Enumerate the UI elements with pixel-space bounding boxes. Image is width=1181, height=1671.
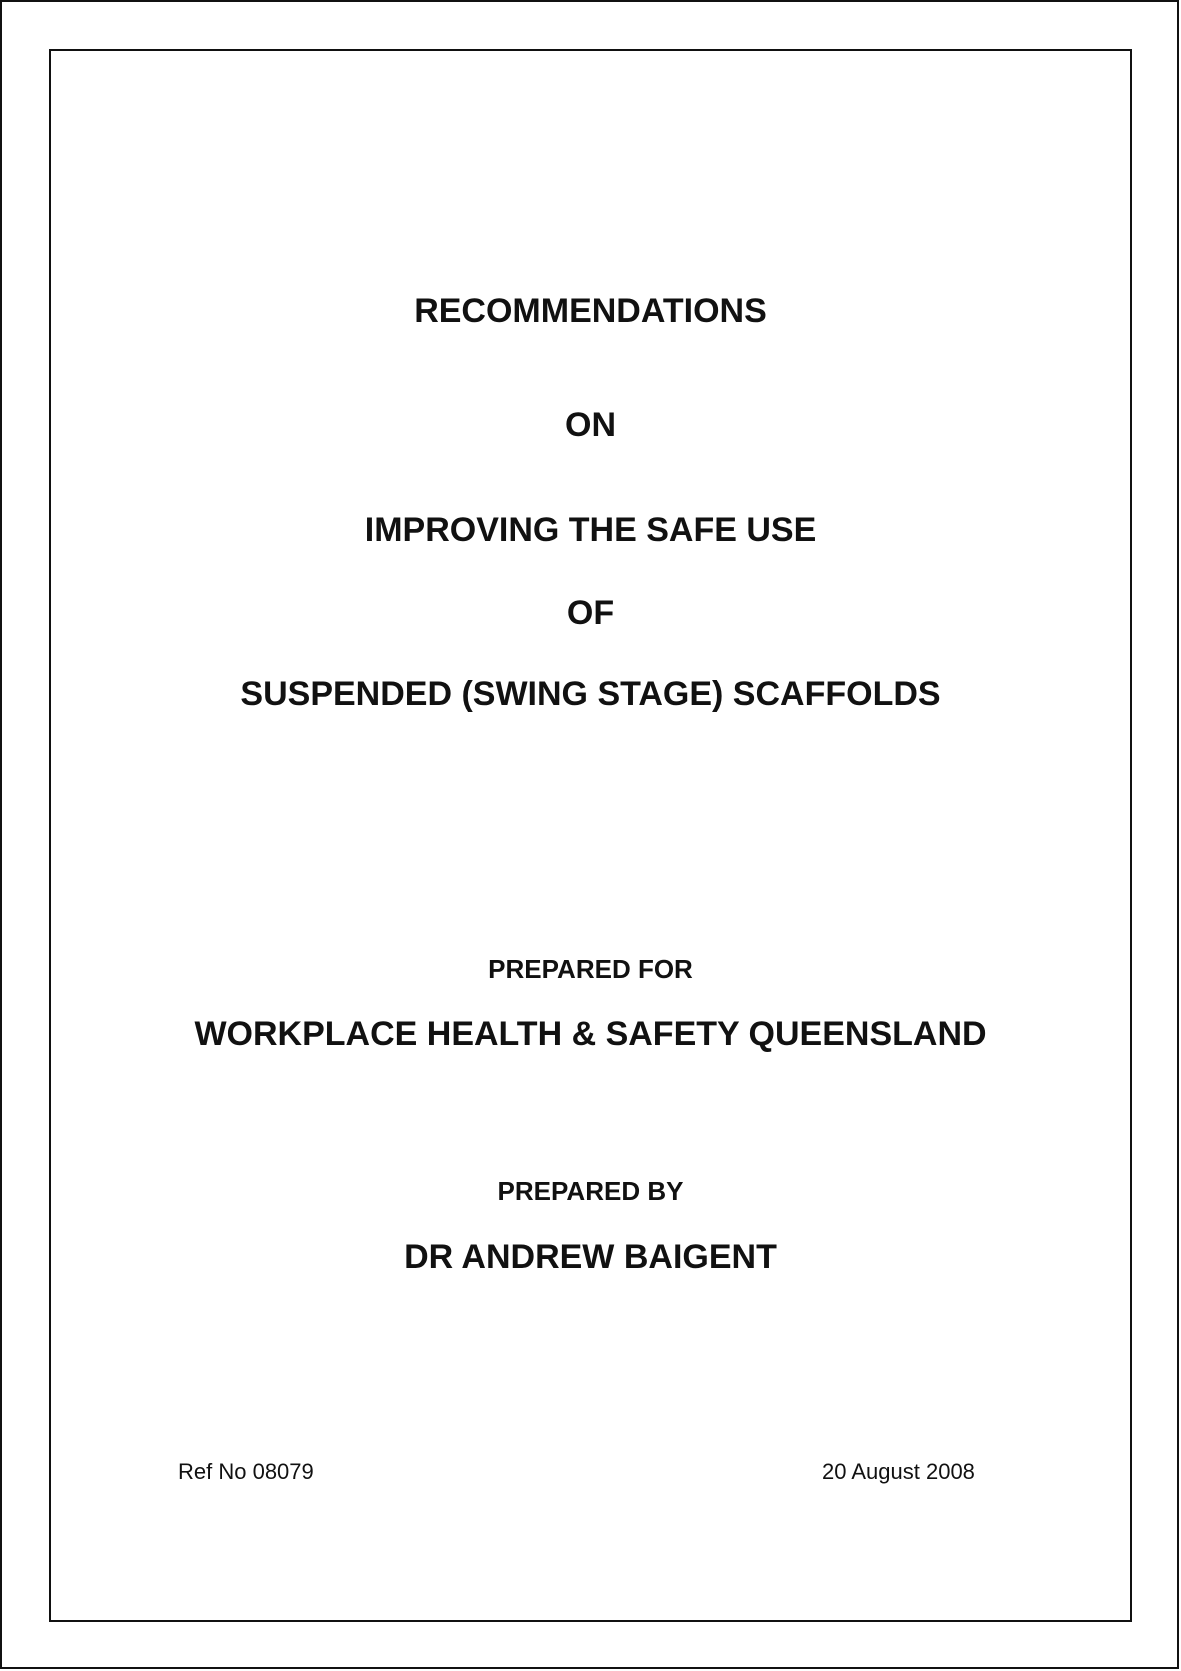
prepared-by-author: DR ANDREW BAIGENT — [404, 1238, 777, 1276]
title-line-recommendations: RECOMMENDATIONS — [414, 292, 767, 330]
title-line-of: OF — [566, 594, 615, 632]
title-line-improving: IMPROVING THE SAFE USE — [364, 511, 817, 549]
title-line-on: ON — [565, 406, 616, 444]
title-line-suspended-scaffolds: SUSPENDED (SWING STAGE) SCAFFOLDS — [240, 675, 941, 713]
prepared-for-label: PREPARED FOR — [488, 954, 693, 984]
report-date: 20 August 2008 — [822, 1459, 975, 1484]
reference-number: Ref No 08079 — [178, 1459, 314, 1484]
cover-page-border — [49, 49, 1132, 1622]
prepared-by-label: PREPARED BY — [497, 1176, 684, 1206]
prepared-for-organisation: WORKPLACE HEALTH & SAFETY QUEENSLAND — [194, 1015, 987, 1053]
